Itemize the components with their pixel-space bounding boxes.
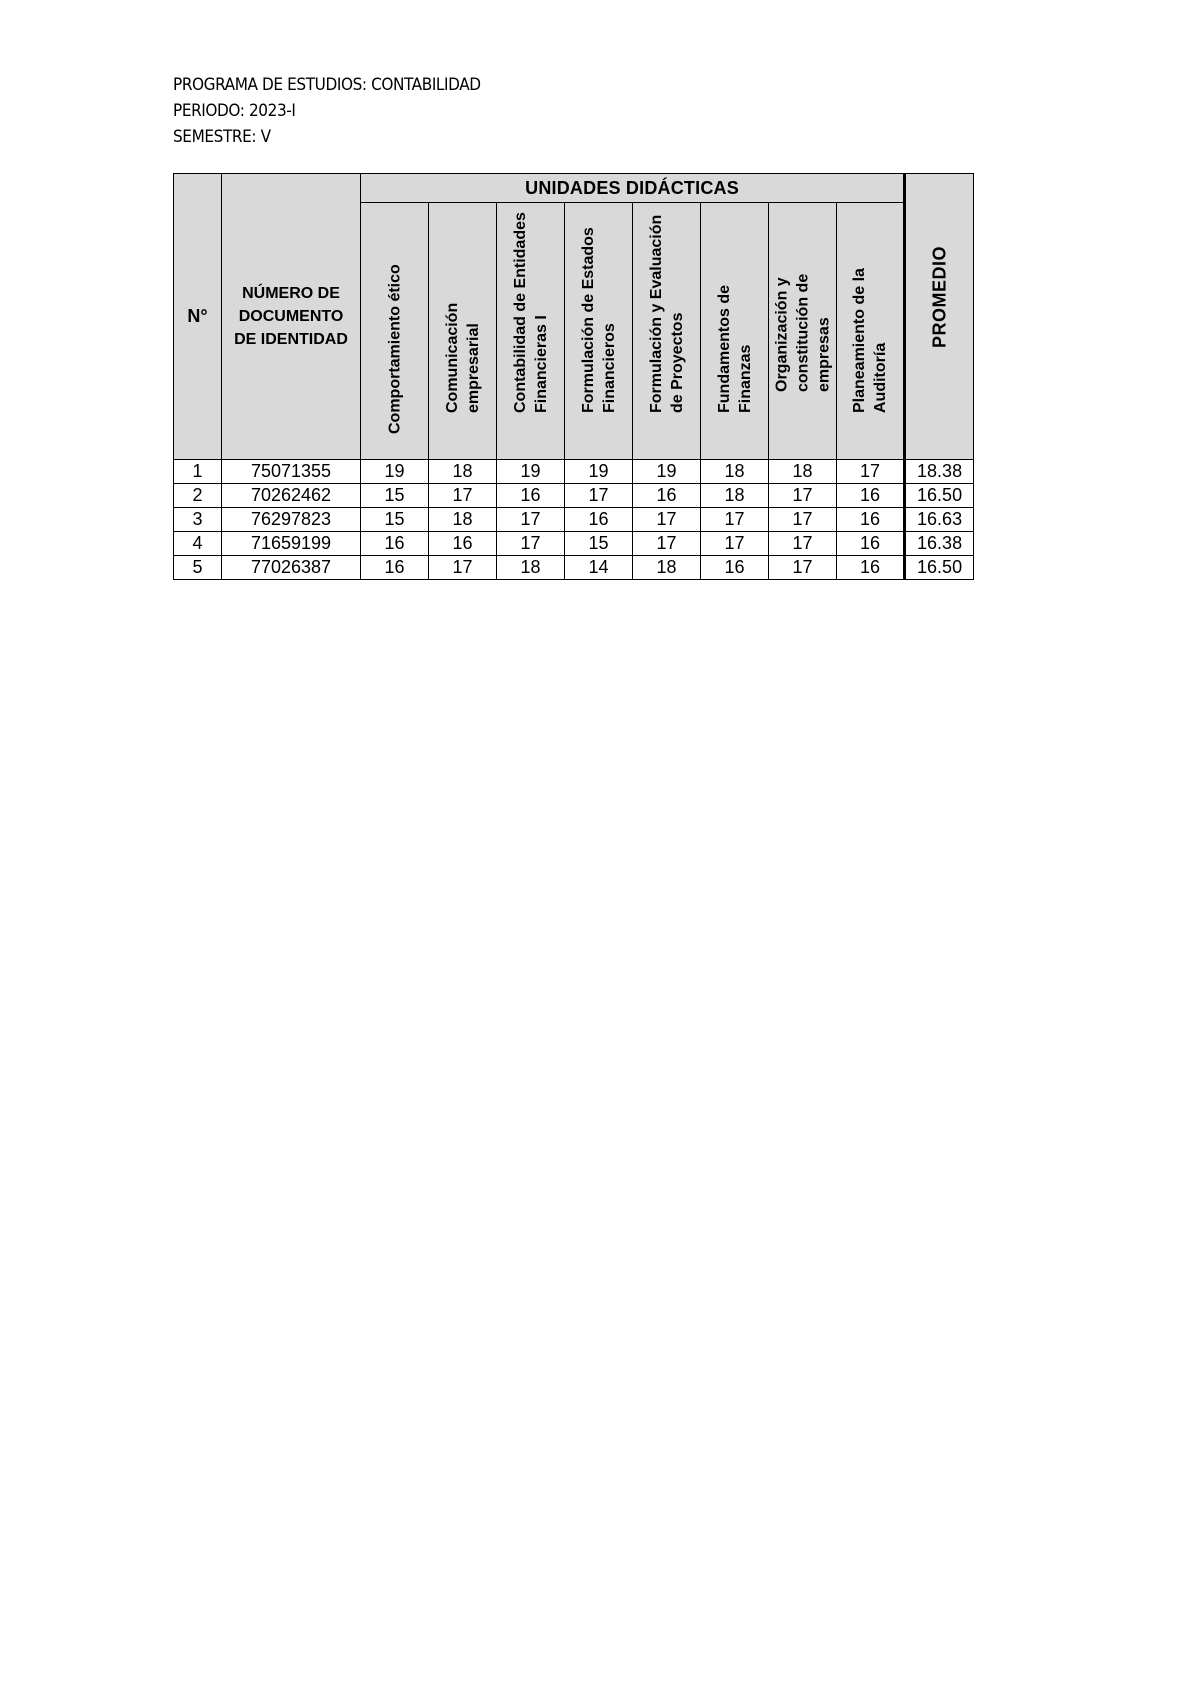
grade-cell: 16 (633, 484, 701, 508)
grade-cell: 17 (769, 484, 837, 508)
grade-cell: 15 (565, 532, 633, 556)
unit-header-line: empresas (815, 317, 832, 392)
average-cell: 16.38 (905, 532, 974, 556)
grade-cell: 18 (497, 556, 565, 580)
grade-cell: 16 (565, 508, 633, 532)
grade-cell: 16 (837, 556, 905, 580)
unit-header-line: Organización y (773, 277, 790, 392)
row-number-cell: 2 (174, 484, 222, 508)
unit-header-line: Planeamiento de la (851, 268, 869, 413)
document-number-cell: 71659199 (222, 532, 361, 556)
grade-cell: 16 (429, 532, 497, 556)
grade-cell: 19 (565, 460, 633, 484)
doc-header-line-2: DOCUMENTO (238, 308, 344, 325)
document-number-cell: 75071355 (222, 460, 361, 484)
unit-header-line: empresarial (464, 323, 482, 413)
column-header-unit (497, 203, 565, 460)
table-row (174, 484, 974, 508)
unit-header-line: Financieras I (532, 315, 550, 413)
unit-header-line: Contabilidad de Entidades (511, 212, 529, 413)
unit-header-line: Auditoría (872, 342, 890, 413)
unit-header-line: Comportamiento ético (386, 264, 403, 434)
column-header-unit (429, 203, 497, 460)
average-cell: 16.63 (905, 508, 974, 532)
grade-cell: 16 (837, 484, 905, 508)
header-row-group (174, 174, 974, 203)
document-number-cell: 70262462 (222, 484, 361, 508)
unit-header-line: Formulación de Estados (579, 227, 597, 413)
grade-cell: 18 (701, 460, 769, 484)
grade-cell: 18 (701, 484, 769, 508)
grade-cell: 17 (769, 508, 837, 532)
column-header-unit (361, 203, 429, 460)
unit-header-line: Fundamentos de (715, 284, 733, 413)
grade-cell: 16 (361, 556, 429, 580)
grade-cell: 15 (361, 484, 429, 508)
group-header-units: UNIDADES DIDÁCTICAS (361, 174, 905, 203)
grade-cell: 19 (633, 460, 701, 484)
grade-cell: 16 (701, 556, 769, 580)
grade-cell: 17 (497, 532, 565, 556)
document-header (173, 72, 481, 150)
average-cell: 16.50 (905, 484, 974, 508)
grade-cell: 17 (837, 460, 905, 484)
average-cell: 18.38 (905, 460, 974, 484)
grade-cell: 16 (361, 532, 429, 556)
grade-cell: 19 (497, 460, 565, 484)
column-header-unit (701, 203, 769, 460)
average-header-label: PROMEDIO (929, 245, 950, 348)
row-number-cell: 5 (174, 556, 222, 580)
grade-cell: 17 (633, 532, 701, 556)
grade-cell: 17 (701, 508, 769, 532)
program-title: PROGRAMA DE ESTUDIOS: CONTABILIDAD (173, 75, 481, 95)
unit-header-line: Comunicación (443, 302, 461, 413)
grades-body (174, 460, 974, 580)
grade-cell: 16 (837, 508, 905, 532)
table-row (174, 460, 974, 484)
grade-cell: 14 (565, 556, 633, 580)
row-number-cell: 1 (174, 460, 222, 484)
table-row (174, 556, 974, 580)
column-header-unit (769, 203, 837, 460)
grades-table (173, 173, 974, 580)
column-header-unit (633, 203, 701, 460)
column-header-document (222, 174, 361, 460)
grade-cell: 17 (565, 484, 633, 508)
grade-cell: 18 (429, 460, 497, 484)
table-row (174, 532, 974, 556)
unit-header-line: constitución de (794, 273, 811, 392)
grade-cell: 17 (769, 532, 837, 556)
unit-header-line: Finanzas (736, 344, 754, 413)
grade-cell: 17 (429, 556, 497, 580)
grade-cell: 18 (769, 460, 837, 484)
unit-header-line: Formulación y Evaluación (647, 214, 665, 413)
grade-cell: 15 (361, 508, 429, 532)
unit-header-line: de Proyectos (668, 312, 686, 413)
grade-cell: 16 (837, 532, 905, 556)
grade-cell: 17 (497, 508, 565, 532)
column-header-unit (565, 203, 633, 460)
semester-label: SEMESTRE: V (173, 127, 271, 147)
grade-cell: 18 (633, 556, 701, 580)
document-number-cell: 76297823 (222, 508, 361, 532)
doc-header-line-3: DE IDENTIDAD (234, 331, 348, 348)
grade-cell: 18 (429, 508, 497, 532)
unit-header-line: Financieros (600, 323, 618, 413)
row-number-cell: 4 (174, 532, 222, 556)
column-header-average (905, 174, 974, 460)
document-number-cell: 77026387 (222, 556, 361, 580)
average-cell: 16.50 (905, 556, 974, 580)
period-label: PERIODO: 2023-I (173, 101, 296, 121)
grade-cell: 17 (429, 484, 497, 508)
grade-cell: 19 (361, 460, 429, 484)
grade-cell: 17 (633, 508, 701, 532)
grade-cell: 17 (701, 532, 769, 556)
column-header-unit (837, 203, 905, 460)
table-row (174, 508, 974, 532)
grade-cell: 17 (769, 556, 837, 580)
doc-header-line-1: NÚMERO DE (242, 285, 340, 302)
row-number-cell: 3 (174, 508, 222, 532)
grade-cell: 16 (497, 484, 565, 508)
column-header-number: N° (174, 174, 222, 460)
